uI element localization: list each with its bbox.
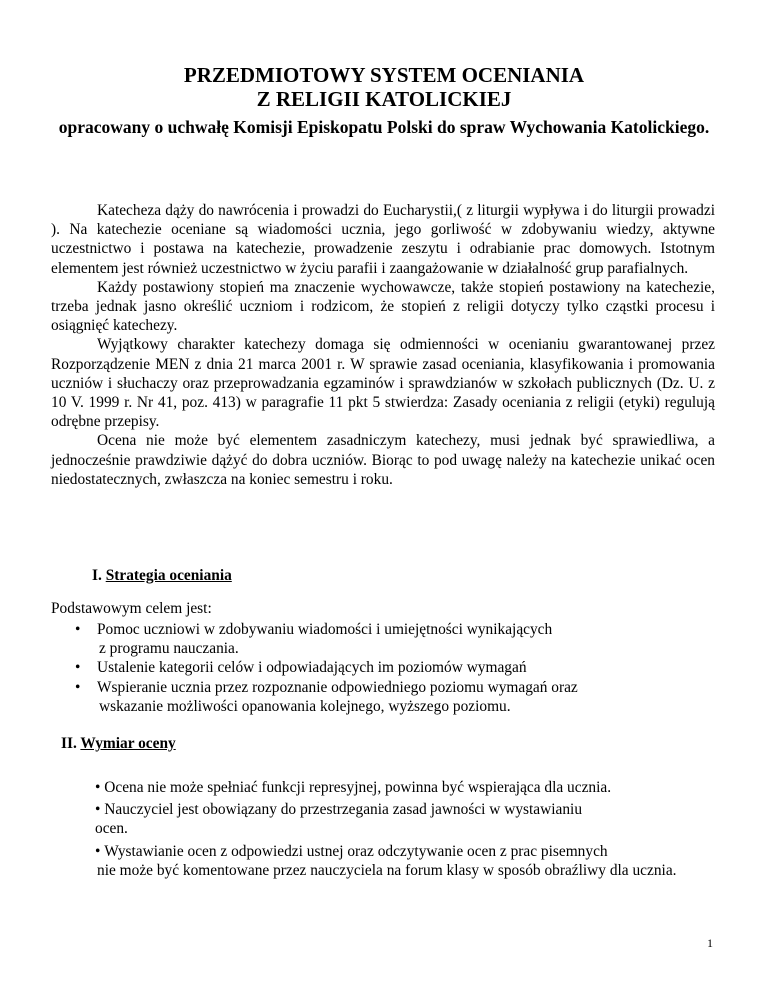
bullet-icon: • — [75, 659, 81, 677]
list-item-continuation: wskazanie możliwości opanowania kolejnego, wyższego poziomu. — [99, 697, 511, 715]
section-2-list — [95, 778, 725, 880]
title-line-1: PRZEDMIOTOWY SYSTEM OCENIANIA — [183, 63, 585, 87]
list-item-line: Wystawianie ocen z odpowiedzi ustnej oraz odczytywanie ocen z prac pisemnych — [104, 842, 608, 860]
section-1-heading — [92, 566, 232, 585]
bullet-icon: • — [95, 842, 101, 860]
section-1-title: Strategia oceniania — [105, 567, 232, 584]
section-2-heading — [61, 734, 176, 753]
title-line-2: Z RELIGII KATOLICKIEJ — [256, 87, 512, 111]
list-item — [75, 620, 725, 658]
list-item-line: Ocena nie może spełniać funkcji represyjnej, powinna być wspierająca dla ucznia. — [104, 779, 612, 796]
list-item — [75, 678, 725, 716]
list-item — [95, 800, 725, 838]
list-item — [75, 658, 725, 677]
list-item-continuation: ocen. — [95, 820, 128, 838]
list-item-continuation: nie może być komentowane przez nauczyciela na forum klasy w sposób obraźliwy dla ucznia. — [97, 861, 677, 879]
paragraph: Ocena nie może być elementem zasadniczym katechezy, musi jednak być sprawiedliwa, a jednocześnie prawdziwie dążyć do dobra uczniów. Biorąc to pod uwagę należy na katechezie unikać ocen niedostatecznych, zwłaszcza na koniec semestru i roku. — [51, 432, 715, 488]
section-2-title: Wymiar oceny — [80, 735, 176, 752]
bullet-icon: • — [95, 801, 101, 819]
list-item — [95, 842, 725, 880]
list-item-line: Pomoc uczniowi w zdobywaniu wiadomości i umiejętności wynikających — [97, 621, 553, 638]
paragraph: Wyjątkowy charakter katechezy domaga się odmienności w ocenianiu gwarantowanej przez Rozporządzenie MEN z dnia 21 marca 2001 r. W sprawie zasad oceniania, klasyfikowania i promowania uczniów i słuchaczy oraz przeprowadzania egzaminów i sprawdzianów w szkołach publicznych (Dz. U. z 10 V. 1999 r. Nr 41, poz. 413) w paragrafie 11 pkt 5 stwierdza: Zasady oceniania z religii (etyki) regulują odrębne przepisy. — [51, 336, 715, 431]
bullet-icon: • — [75, 678, 81, 696]
section-2-number: II. — [61, 735, 77, 752]
body-text — [51, 201, 715, 489]
list-item-line: Nauczyciel jest obowiązany do przestrzegania zasad jawności w wystawianiu — [104, 801, 583, 819]
section-1-number: I. — [92, 567, 102, 584]
list-item — [95, 778, 725, 797]
document-title — [0, 63, 768, 111]
paragraph: Katecheza dąży do nawrócenia i prowadzi do Eucharystii,( z liturgii wypływa i do liturgii prowadzi ). Na katechezie oceniane są wiadomości ucznia, jego gorliwość w zdobywaniu wiedzy, aktywne uczestnictwo i postawa na katechezie, prowadzenie zeszytu i odrabianie prac domowych. Istotnym elementem jest również uczestnictwo w życiu parafii i zaangażowanie w działalność grup parafialnych. — [51, 202, 715, 277]
list-item-line: Wspieranie ucznia przez rozpoznanie odpowiedniego poziomu wymagań oraz — [97, 678, 578, 696]
section-1-intro: Podstawowym celem jest: — [51, 600, 212, 617]
list-item-continuation: z programu nauczania. — [99, 640, 239, 658]
list-item-line: Ustalenie kategorii celów i odpowiadających im poziomów wymagań — [97, 659, 527, 677]
bullet-icon: • — [75, 621, 81, 638]
section-1-list — [75, 620, 725, 716]
paragraph: Każdy postawiony stopień ma znaczenie wychowawcze, także stopień postawiony na katechezie, trzeba jednak jasno określić uczniom i rodzicom, że stopień z religii dotyczy tylko cząstki procesu i osiągnięć katechezy. — [51, 278, 715, 335]
bullet-icon: • — [95, 779, 101, 796]
page-number: 1 — [707, 936, 713, 950]
document-subtitle: opracowany o uchwałę Komisji Episkopatu Polski do spraw Wychowania Katolickiego. — [58, 117, 710, 137]
